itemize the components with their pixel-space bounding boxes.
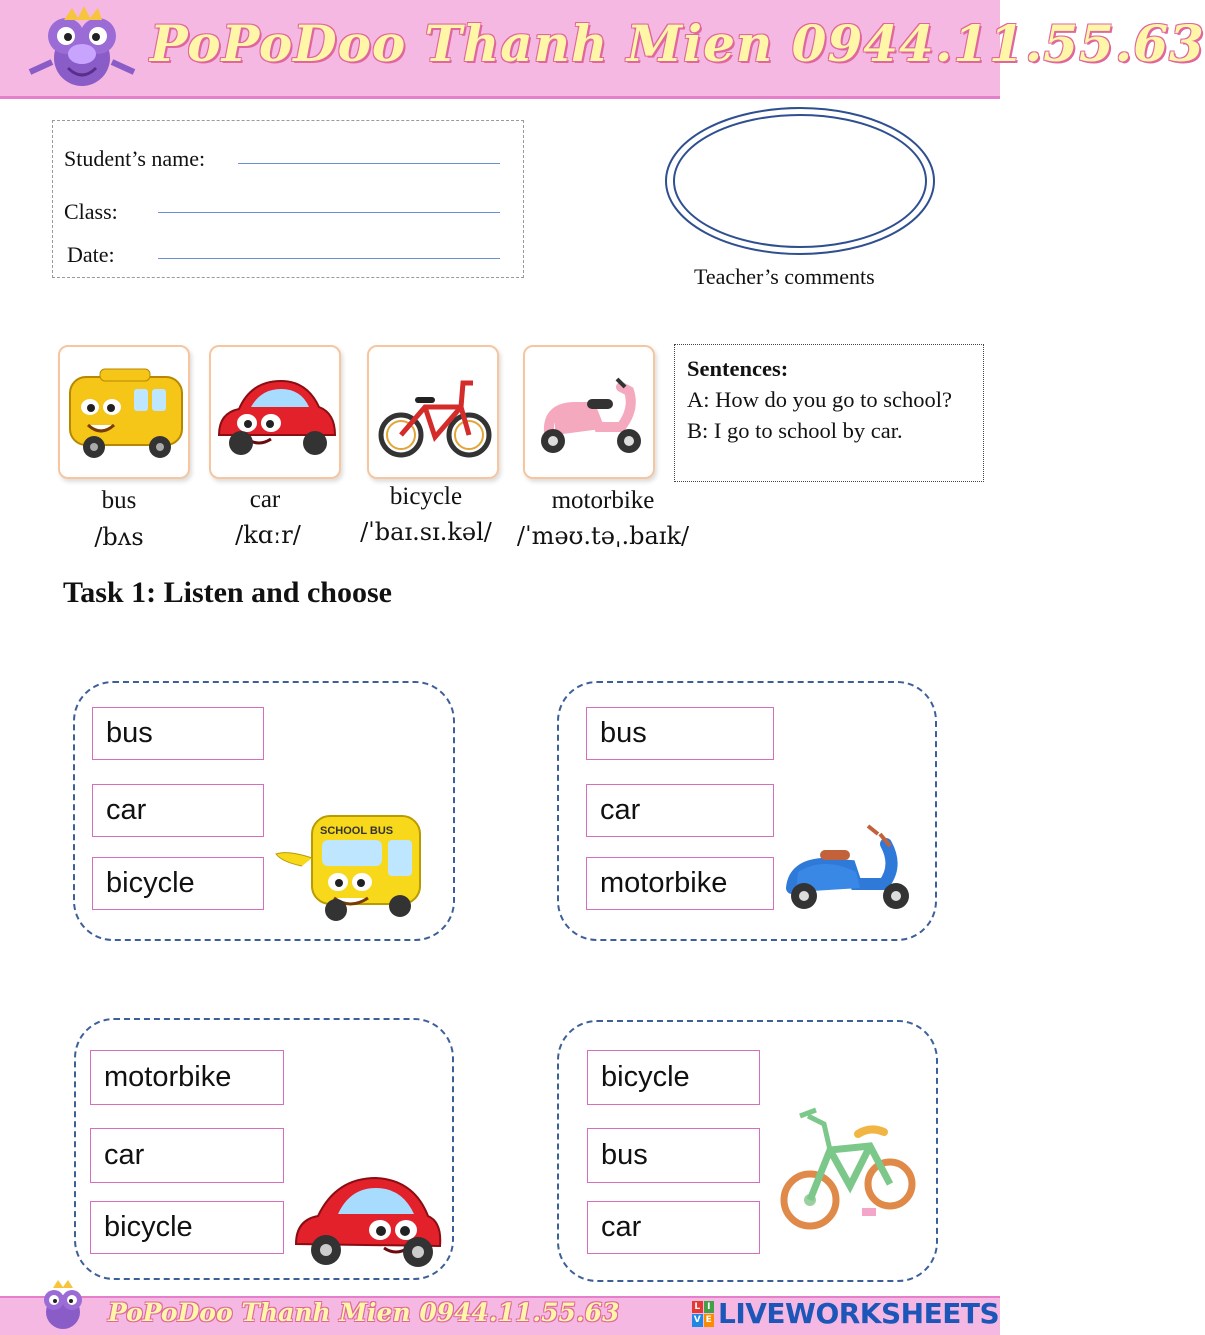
vocab-ipa-bus: /bʌs — [94, 523, 144, 551]
class-field[interactable] — [158, 212, 500, 213]
option-box1-2[interactable]: car — [92, 784, 264, 837]
vocab-ipa-bicycle: /ˈbaɪ.sɪ.kəl/ — [360, 518, 492, 546]
vocab-card-car — [209, 345, 341, 479]
header-title: PoPoDoo Thanh Mien 0944.11.55.63 — [150, 14, 1205, 73]
option-box2-2[interactable]: car — [586, 784, 774, 837]
student-name-label: Student’s name: — [64, 146, 206, 171]
mascot-icon — [28, 1278, 98, 1332]
school-bus-icon — [272, 806, 428, 924]
sentence-b: B: I go to school by car. — [687, 418, 903, 443]
svg-text:SCHOOL BUS: SCHOOL BUS — [320, 825, 394, 837]
vocab-card-bicycle — [367, 345, 499, 479]
option-box4-3[interactable]: car — [587, 1201, 760, 1254]
bicycle-icon — [369, 347, 497, 477]
option-box1-1[interactable]: bus — [92, 707, 264, 760]
vocab-word-car: car — [249, 486, 281, 513]
date-field[interactable] — [158, 258, 500, 259]
liveworksheets-brand: LIVEWORKSHEETS — [718, 1297, 1000, 1330]
scooter-icon — [780, 816, 920, 914]
liveworksheets-logo[interactable] — [692, 1297, 999, 1330]
school-bus-icon — [60, 347, 188, 477]
vocab-word-bicycle: bicycle — [389, 483, 463, 510]
mascot-icon — [22, 2, 142, 94]
option-box2-3[interactable]: motorbike — [586, 857, 774, 910]
sentences-box — [674, 344, 984, 482]
car-icon — [211, 347, 339, 477]
sentences-heading: Sentences: — [687, 356, 789, 381]
teacher-comment-oval[interactable] — [664, 106, 936, 256]
option-box4-1[interactable]: bicycle — [587, 1050, 760, 1105]
kids-bike-icon — [780, 1100, 920, 1236]
vocab-card-motorbike — [523, 345, 655, 479]
option-box4-2[interactable]: bus — [587, 1128, 760, 1183]
red-car-icon — [290, 1160, 445, 1270]
student-info-box — [52, 120, 524, 278]
vocab-ipa-motorbike: /ˈməʊ.təˌ.baɪk/ — [516, 522, 690, 550]
vocab-word-motorbike: motorbike — [551, 487, 655, 514]
option-box2-1[interactable]: bus — [586, 707, 774, 760]
task-title: Task 1: Listen and choose — [63, 576, 392, 609]
scooter-icon — [525, 347, 653, 477]
vocab-card-bus — [58, 345, 190, 479]
footer-title: PoPoDoo Thanh Mien 0944.11.55.63 — [108, 1298, 620, 1327]
liveworksheets-badge-icon: L I V E — [692, 1301, 714, 1327]
option-box3-2[interactable]: car — [90, 1128, 284, 1183]
class-label: Class: — [64, 199, 118, 224]
vocab-word-bus: bus — [101, 487, 137, 514]
student-name-field[interactable] — [238, 163, 500, 164]
teacher-comments-label: Teacher’s comments — [694, 264, 875, 289]
date-label: Date: — [67, 242, 115, 267]
option-box1-3[interactable]: bicycle — [92, 857, 264, 910]
vocab-ipa-car: /kɑːr/ — [235, 521, 301, 549]
option-box3-1[interactable]: motorbike — [90, 1050, 284, 1105]
sentence-a: A: How do you go to school? — [687, 387, 952, 412]
option-box3-3[interactable]: bicycle — [90, 1201, 284, 1254]
